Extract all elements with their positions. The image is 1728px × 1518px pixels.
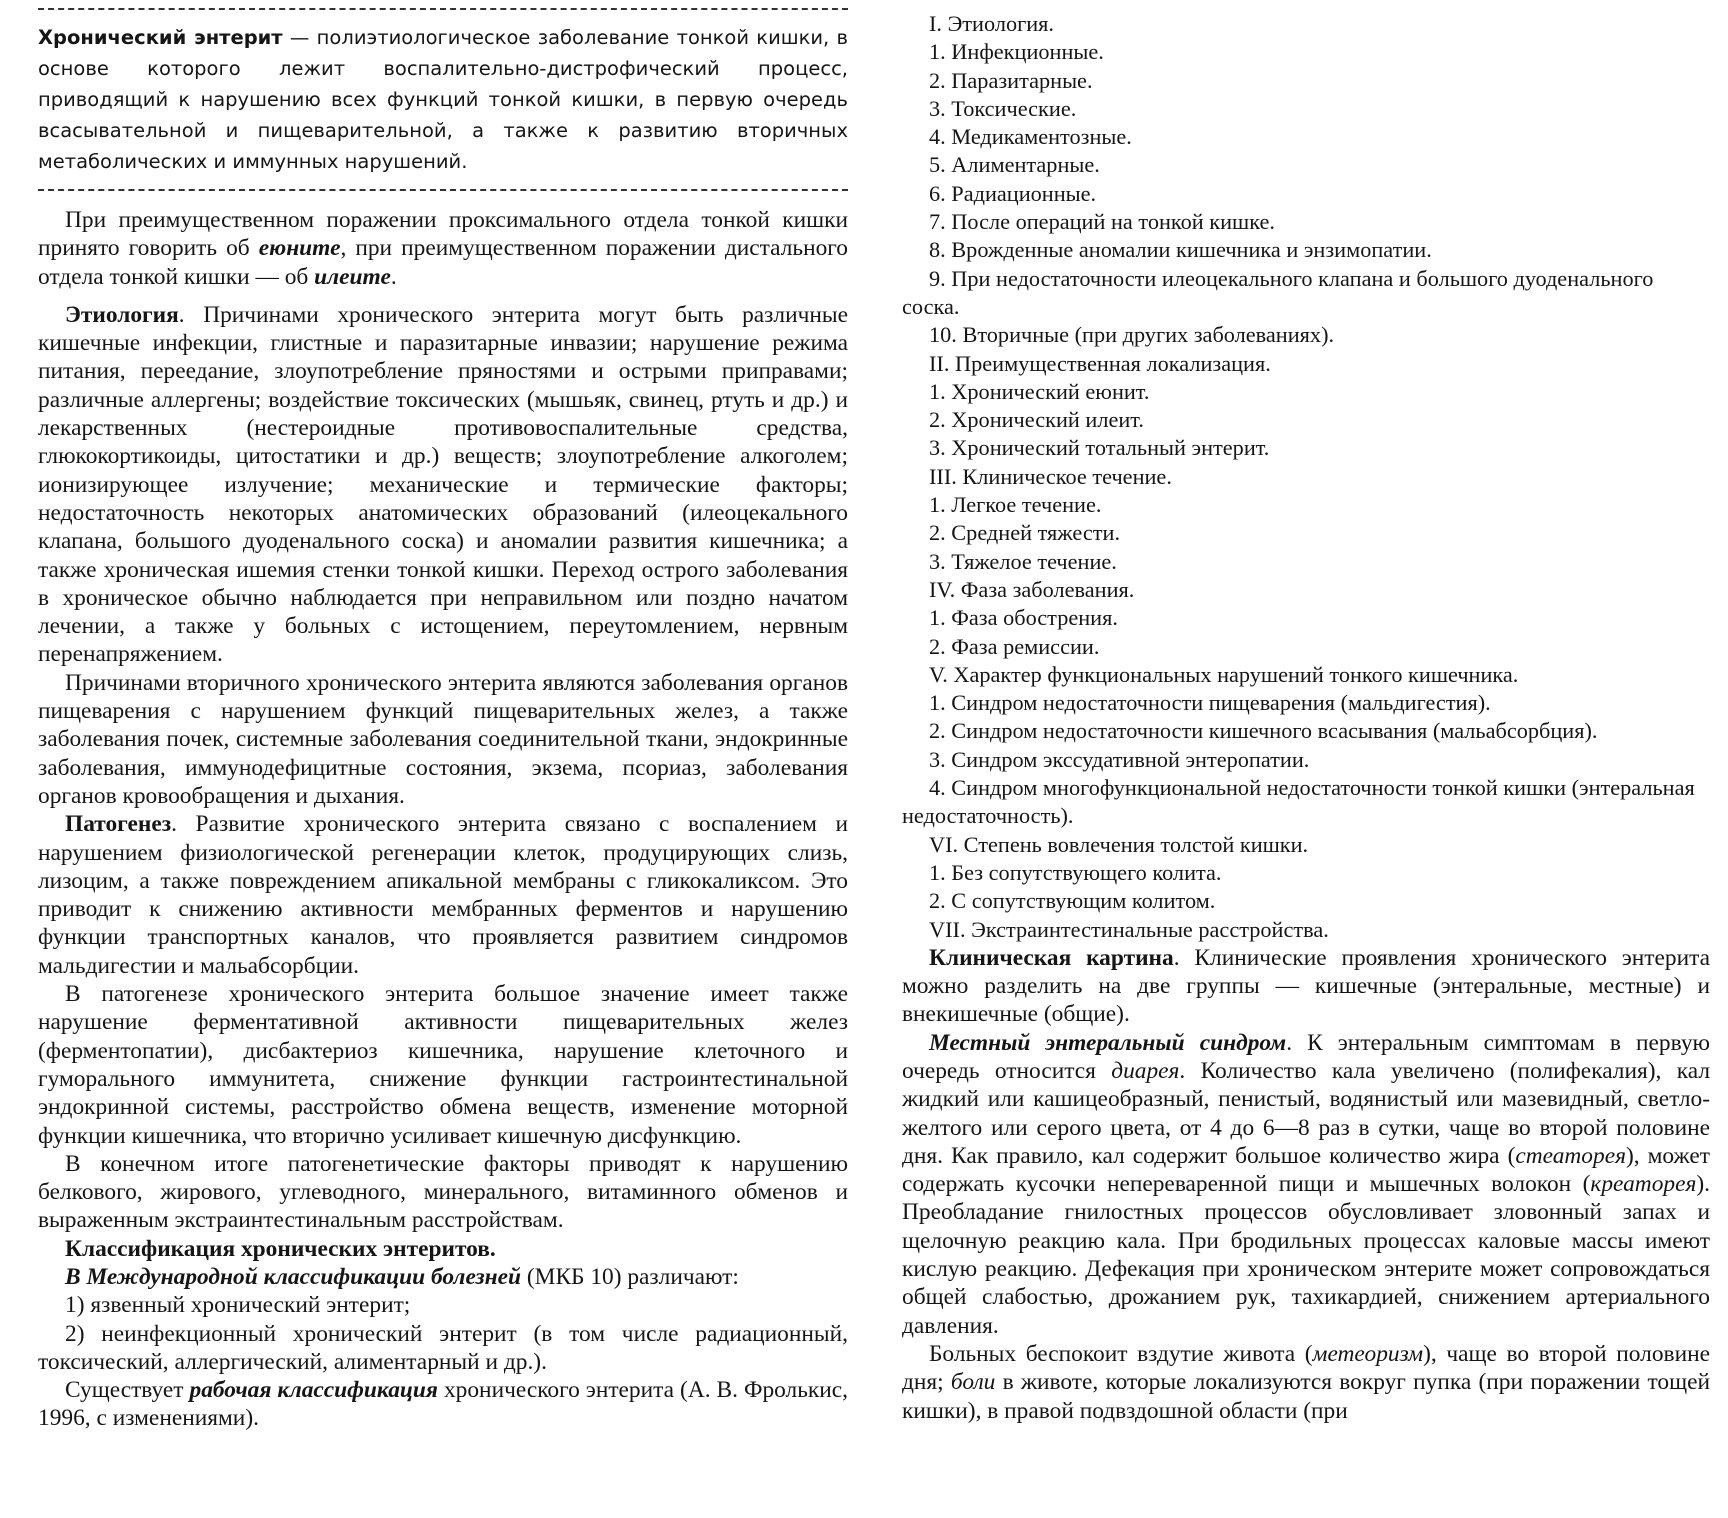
classification-item: 8. Врожденные аномалии кишечника и энзимопатии.	[929, 237, 1432, 263]
intro-text-3: .	[390, 263, 397, 290]
term-pain: боли	[950, 1369, 996, 1396]
working-classification-list	[902, 0, 1710, 944]
term-ileitis: илеите	[314, 263, 391, 290]
classification-section-heading: IV. Фаза заболевания.	[929, 576, 1135, 602]
classification-item: 3. Синдром экссудативной энтеропатии.	[929, 746, 1310, 772]
classification-item: 1. Хронический еюнит.	[929, 378, 1150, 404]
clinical-3c: в животе, которые локализуются вокруг пупка (при поражении тощей кишки), в правой подвздошной области (при	[902, 1369, 1711, 1424]
left-column	[38, 0, 848, 1433]
pathogenesis-heading: Патогенез	[65, 811, 172, 838]
classification-item: 2. Средней тяжести.	[929, 520, 1121, 546]
clinical-heading: Клиническая картина	[929, 944, 1174, 971]
classification-item: 10. Вторичные (при других заболеваниях).	[929, 322, 1335, 348]
clinical-paragraph-1	[902, 944, 1710, 1029]
term-creatorrhea: креаторея	[1590, 1171, 1697, 1198]
classification-item: 5. Алиментарные.	[929, 152, 1100, 178]
classification-item: 7. После операций на тонкой кишке.	[929, 209, 1275, 235]
classification-item: 2. С сопутствующим колитом.	[929, 888, 1216, 914]
term-steatorrhea: стеаторея	[1515, 1142, 1626, 1169]
classification-item: 2. Фаза ремиссии.	[929, 633, 1100, 659]
icd-item-2: 2) неинфекционный хронический энтерит (в том числе радиационный, токсический, аллергический, алиментарный и др.).	[38, 1320, 848, 1375]
classification-item: 1. Без сопутствующего колита.	[929, 859, 1222, 885]
classification-item: 1. Инфекционные.	[929, 39, 1104, 65]
local-syndrome-heading: Местный энтеральный синдром	[929, 1029, 1287, 1056]
work-pre: Существует	[65, 1377, 190, 1404]
classification-item: 4. Синдром многофункциональной недостаточности тонкой кишки (энтеральная недостаточность).	[902, 775, 1695, 829]
classification-item: 2. Хронический илеит.	[929, 407, 1144, 433]
classification-item: 2. Синдром недостаточности кишечного всасывания (мальабсорбция).	[929, 718, 1598, 744]
clinical-2a: . К энтеральным симптомам в первую очередь относится	[902, 1029, 1710, 1084]
clinical-3a: Больных беспокоит вздутие живота (	[929, 1340, 1313, 1367]
intro-text-2: , при преимущественном поражении дистального отдела тонкой кишки — об	[38, 235, 848, 290]
etiology-text-1: . Причинами хронического энтерита могут быть различные кишечные инфекции, глистные и паразитарные инвазии; нарушение режима питания, переедание, злоупотребление пряностями и острыми приправами; различные аллергены; воздействие токсических (мышьяк, свинец, ртуть и др.) и лекарственных (нестероидные противовоспалительные средства, глюкокортикоиды, цитостатики и др.) веществ; злоупотребление алкоголем; ионизирующее излучение; механические и термические факторы; недостаточность некоторых анатомических образований (илеоцекального клапана, большого дуоденального соска) и аномалии развития кишечника; а также хроническая ишемия стенки тонкой кишки. Переход острого заболевания в хроническое обычно наблюдается при неправильном или поздно начатом лечении, а также у больных с истощением, переутомлением, нервным перенапряжением.	[38, 301, 848, 668]
clinical-paragraph-3	[902, 1340, 1710, 1425]
icd-term: В Международной классификации болезней	[65, 1263, 522, 1290]
classification-item: 2. Паразитарные.	[929, 67, 1093, 93]
classification-heading: Классификация хронических энтеритов.	[65, 1235, 496, 1262]
classification-section-heading: II. Преимущественная локализация.	[929, 350, 1271, 376]
definition-text: — полиэтиологическое заболевание тонкой кишки, в основе которого лежит воспалительно-дистрофический процесс, приводящий к нарушению всех функций тонкой кишки, в первую очередь всасывательной и пищеварительной, а также к развитию вторичных метаболических и иммунных нарушений.	[38, 26, 849, 173]
classification-item: 6. Радиационные.	[929, 180, 1097, 206]
etiology-heading: Этиология	[65, 301, 179, 328]
definition-term: Хронический энтерит	[38, 26, 283, 49]
classification-section-heading: V. Характер функциональных нарушений тонкого кишечника.	[929, 661, 1519, 687]
classification-section-heading: III. Клиническое течение.	[929, 463, 1172, 489]
clinical-2b: . Количество кала увеличено (полифекалия), кал жидкий или кашицеобразный, пенистый, водянистый или мазевидный, светло-желтого или серого цвета, от 4 до 6—8 раз в сутки, чаще во второй половине дня. Как правило, кал содержит большое количество жира (	[902, 1057, 1710, 1169]
classification-section-heading: VII. Экстраинтестинальные расстройства.	[929, 916, 1329, 942]
pathogenesis-text-1: . Развитие хронического энтерита связано с воспалением и нарушением физиологической регенерации клеток, продуцирующих слизь, лизоцим, а также повреждением апикальной мембраны с гликокаликсом. Это приводит к снижению активности мембранных ферментов и нарушению функции транспортных каналов, что проявляется развитием синдромов мальдигестии и мальабсорбции.	[38, 811, 848, 979]
work-post: хронического энтерита (А. В. Фролькис, 1996, с изменениями).	[38, 1377, 848, 1432]
etiology-paragraph-1	[38, 301, 848, 669]
classification-section-heading: VI. Степень вовлечения толстой кишки.	[929, 831, 1309, 857]
clinical-3b: ), чаще во второй половине дня;	[902, 1340, 1710, 1396]
classification-item: 3. Тяжелое течение.	[929, 548, 1117, 574]
clinical-paragraph-2	[902, 1029, 1710, 1340]
term-jejunitis: еюните	[258, 235, 341, 262]
etiology-paragraph-2: Причинами вторичного хронического энтерита являются заболевания органов пищеварения с нарушением функций пищеварительных желез, а также заболевания почек, системные заболевания соединительной ткани, эндокринные заболевания, иммунодефицитные состояния, экзема, псориаз, заболевания органов кровообращения и дыхания.	[38, 669, 848, 809]
intro-paragraph	[38, 206, 848, 291]
clinical-text-1: . Клинические проявления хронического энтерита можно разделить на две группы — кишечные (энтеральные, местные) и внекишечные (общие).	[902, 944, 1711, 1028]
pathogenesis-paragraph-3: В конечном итоге патогенетические факторы приводят к нарушению белкового, жирового, углеводного, минерального, витаминного обменов и выраженным экстраинтестинальным расстройствам.	[38, 1150, 848, 1234]
intro-text-1: При преимущественном поражении проксимального отдела тонкой кишки принято говорить об	[38, 207, 848, 262]
icd-item-1: 1) язвенный хронический энтерит;	[65, 1292, 411, 1319]
term-diarrhea: диарея	[1111, 1057, 1180, 1084]
icd-rest: (МКБ 10) различают:	[521, 1263, 739, 1290]
classification-item: 3. Токсические.	[929, 95, 1077, 121]
classification-section-heading: I. Этиология.	[929, 11, 1055, 36]
pathogenesis-paragraph-2: В патогенезе хронического энтерита большое значение имеет также нарушение ферментативной активности пищеварительных желез (ферментопатии), дисбактериоз кишечника, нарушение клеточного и гуморального иммунитета, снижение функции гастроинтестинальной эндокринной системы, расстройство обмена веществ, изменение моторной функции кишечника, что вторично усиливает кишечную дисфункцию.	[38, 981, 848, 1149]
work-term: рабочая классификация	[189, 1377, 438, 1404]
clinical-2d: ). Преобладание гнилостных процессов обусловливает зловонный запах и щелочную реакцию кала. При бродильных процессах каловые массы имеют кислую реакцию. Дефекация при хроническом энтерите может сопровождаться общей слабостью, дрожанием рук, тахикардией, снижением артериального давления.	[902, 1171, 1710, 1339]
clinical-2c: ), может содержать кусочки непереваренной пищи и мышечных волокон (	[902, 1142, 1710, 1198]
definition-box	[38, 8, 848, 191]
working-classification-intro	[38, 1376, 848, 1433]
right-column	[902, 0, 1710, 1425]
icd-paragraph	[38, 1263, 848, 1291]
term-meteorism: метеоризм	[1312, 1340, 1424, 1367]
classification-item: 1. Синдром недостаточности пищеварения (мальдигестия).	[929, 690, 1491, 716]
classification-item: 1. Фаза обострения.	[929, 605, 1118, 631]
classification-item: 4. Медикаментозные.	[929, 124, 1132, 150]
classification-item: 1. Легкое течение.	[929, 492, 1102, 518]
classification-item: 3. Хронический тотальный энтерит.	[929, 435, 1270, 461]
pathogenesis-paragraph-1	[38, 810, 848, 980]
classification-item: 9. При недостаточности илеоцекального клапана и большого дуоденального соска.	[902, 265, 1654, 319]
